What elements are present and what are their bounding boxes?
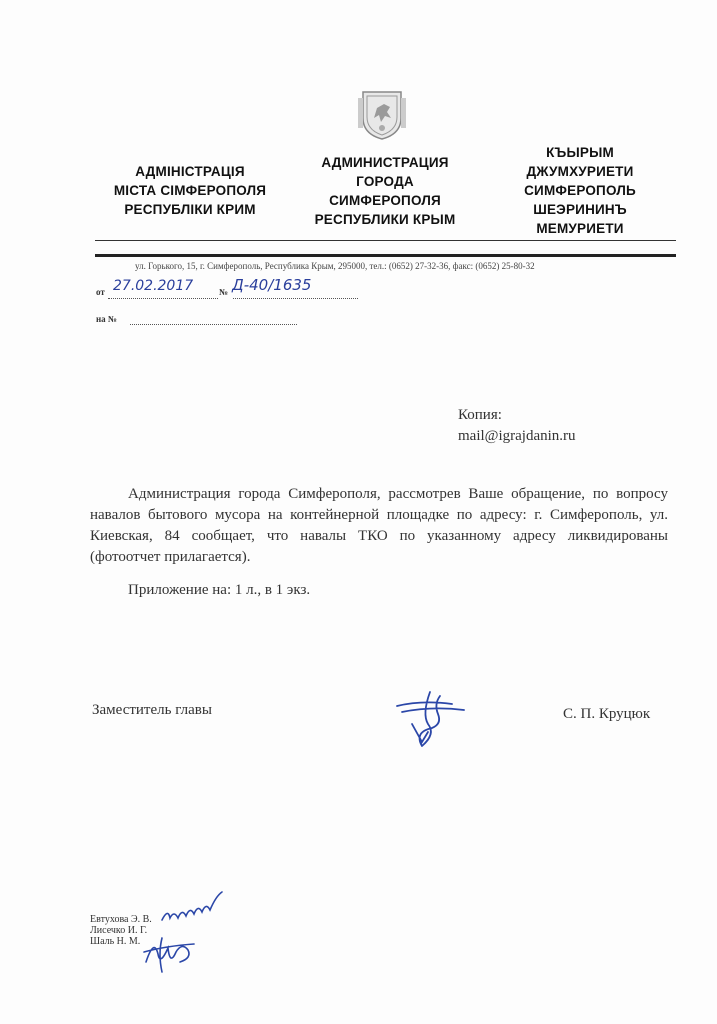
date-handwritten: 27.02.2017 xyxy=(113,278,194,294)
attachment-note: Приложение на: 1 л., в 1 экз. xyxy=(128,582,311,598)
header-line: АДМІНІСТРАЦІЯ xyxy=(135,164,245,179)
header-line: СИМФЕРОПОЛЬ xyxy=(524,183,636,198)
reference-underline xyxy=(130,323,297,325)
header-crimean-tatar xyxy=(490,143,670,238)
crimea-coat-of-arms-icon xyxy=(357,88,407,140)
header-line: ШЕЭРИНИНЪ xyxy=(533,202,627,217)
executor-signature-1 xyxy=(158,888,228,928)
number-handwritten: Д-40/1635 xyxy=(232,276,312,294)
executor-name: Евтухова Э. В. xyxy=(90,914,152,925)
signer-position: Заместитель главы xyxy=(92,702,212,718)
header-divider-thick xyxy=(95,254,676,257)
header-russian xyxy=(290,153,480,229)
executor-signature-2 xyxy=(140,932,200,974)
header-line: МЕМУРИЕТИ xyxy=(536,221,624,236)
header-line: РЕСПУБЛИКИ КРЫМ xyxy=(314,212,456,227)
signer-name: С. П. Круцюк xyxy=(563,706,651,722)
header-line: МІСТА СІМФЕРОПОЛЯ xyxy=(113,183,267,198)
date-underline xyxy=(108,297,218,299)
letter-body: Администрация города Симферополя, рассмотрев Ваше обращение, по вопросу навалов бытового мусора на контейнерной площадке по адресу: г. Симферополь, ул. Киевская, 84 сообщает, что навалы ТКО по указанному адресу ликвидированы (фотоотчет прилагается). xyxy=(90,486,668,565)
header-line: ДЖУМХУРИЕТИ xyxy=(526,164,634,179)
copy-email: mail@igrajdanin.ru xyxy=(458,428,576,444)
executor-name: Лисечко И. Г. xyxy=(90,925,148,936)
number-underline xyxy=(233,297,358,299)
header-address: ул. Горького, 15, г. Симферополь, Республика Крым, 295000, тел.: (0652) 27-32-36, факс: (0652) 25-80-32 xyxy=(135,261,535,271)
header-ukrainian xyxy=(95,162,285,219)
number-label: № xyxy=(219,287,229,297)
header-line: ГОРОДА xyxy=(356,174,414,189)
header-line: КЪЫРЫМ xyxy=(546,145,614,160)
header-line: РЕСПУБЛІКИ КРИМ xyxy=(124,202,256,217)
header-line: СИМФЕРОПОЛЯ xyxy=(329,193,441,208)
header-divider-thin xyxy=(95,240,676,241)
reference-label: на № xyxy=(96,314,117,324)
date-label: от xyxy=(96,287,105,297)
copy-label: Копия: xyxy=(458,407,502,423)
executor-name: Шаль Н. М. xyxy=(90,936,141,947)
header-line: АДМИНИСТРАЦИЯ xyxy=(321,155,449,170)
handwritten-signature xyxy=(392,684,472,754)
